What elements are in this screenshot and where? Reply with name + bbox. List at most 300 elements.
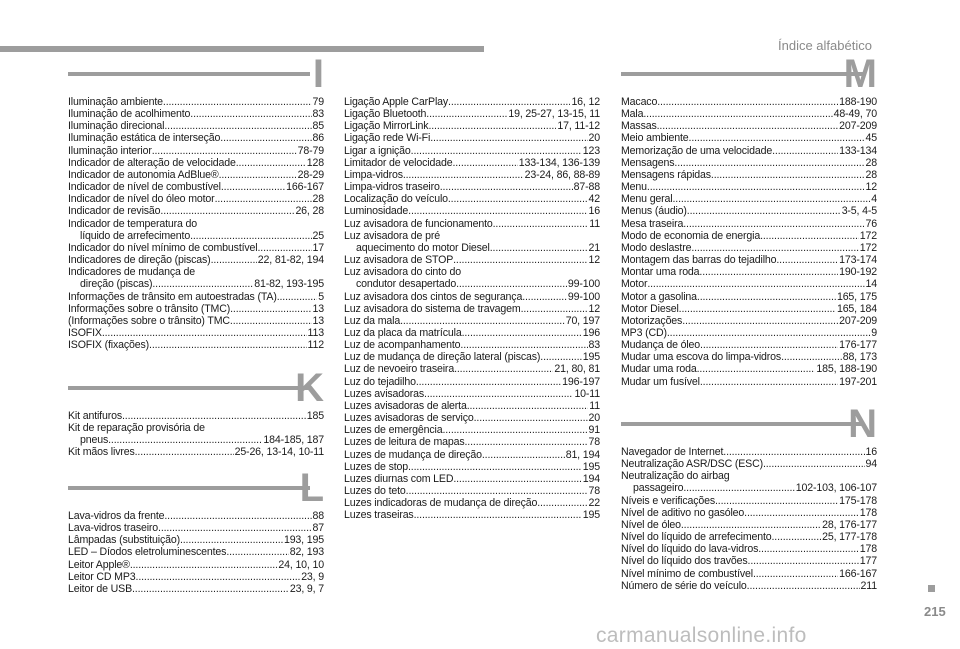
entry-term: Leitor CD MP3 — [68, 570, 136, 583]
entry-pages: 211 — [860, 579, 877, 592]
index-entry — [68, 120, 324, 132]
index-entry — [344, 96, 600, 108]
entry-pages: 113 — [307, 326, 324, 339]
index-entry — [621, 543, 877, 555]
index-entry — [621, 519, 877, 531]
leader-dots — [462, 327, 582, 339]
leader-dots — [460, 339, 587, 351]
entry-pages: 88, 173 — [842, 351, 877, 364]
entry-term: Neutralização do airbag — [621, 470, 730, 483]
entry-term: Modo de economia de energia — [621, 229, 761, 242]
entry-pages: 99-100 — [567, 290, 600, 303]
index-entry — [344, 461, 600, 473]
entry-term: Luzes avisadoras de serviço — [344, 412, 474, 425]
entry-term: (Informações sobre o trânsito) TMC — [68, 314, 230, 327]
index-entry — [621, 351, 877, 363]
index-entry — [621, 446, 877, 458]
entry-pages: 207-209 — [839, 314, 877, 327]
entry-term: Indicador do nível mínimo de combustível — [68, 241, 258, 254]
entries-l — [68, 510, 324, 595]
leader-dots — [682, 315, 838, 327]
entry-term: Luz da placa da matrícula — [344, 326, 462, 339]
index-entry — [68, 145, 324, 157]
entry-pages: 28-29 — [297, 168, 324, 181]
index-entry — [621, 568, 877, 580]
index-entry — [621, 291, 877, 303]
entry-pages: 195 — [582, 460, 600, 473]
entry-term: Indicadores de mudança de — [68, 266, 195, 279]
letter-header-k — [68, 366, 324, 410]
section-letter: K — [295, 366, 324, 410]
entry-pages: 16 — [865, 446, 877, 458]
index-column-1-k — [68, 366, 324, 459]
leader-dots — [211, 254, 257, 266]
leader-dots — [277, 291, 318, 303]
entry-term: Menus (áudio) — [621, 205, 687, 218]
leader-dots — [697, 363, 816, 375]
entry-pages: 25 — [312, 229, 324, 242]
entries-k — [68, 410, 324, 459]
entry-pages: 172 — [859, 241, 877, 254]
entry-term: Luzes de leitura de mapas — [344, 436, 465, 449]
index-entry — [621, 96, 877, 108]
leader-dots — [135, 446, 234, 458]
entry-term: Luz avisadora do sistema de travagem — [344, 302, 521, 315]
leader-dots — [152, 278, 253, 290]
leader-dots — [442, 424, 587, 436]
entry-pages: 11 — [589, 217, 600, 230]
leader-dots — [230, 315, 312, 327]
index-entry — [344, 205, 600, 217]
index-column-1-l — [68, 466, 324, 595]
entry-pages: 185, 188-190 — [816, 363, 877, 376]
entry-pages: 28, 176-177 — [822, 518, 877, 531]
entry-pages: 175-178 — [839, 494, 877, 507]
leader-dots — [687, 205, 841, 217]
entry-term: Montagem das barras do tejadilho — [621, 254, 777, 267]
entry-pages: 21 — [588, 241, 600, 254]
index-entry — [68, 583, 324, 595]
entry-pages: 177 — [859, 555, 877, 568]
entry-term: Montar uma roda — [621, 266, 700, 279]
entry-pages: 10-11 — [574, 387, 600, 400]
entry-pages: 82, 193 — [289, 546, 324, 559]
entry-pages: 20 — [588, 132, 600, 145]
index-entry — [621, 120, 877, 132]
entry-term: Nível do líquido dos travões — [621, 555, 748, 568]
entry-term: Nível do líquido de arrefecimento — [621, 531, 772, 544]
entry-pages: 87-88 — [573, 181, 600, 194]
index-entry — [344, 242, 600, 254]
entry-term: Luz avisadora do cinto do — [344, 266, 461, 279]
entry-term: Mensagens rápidas — [621, 168, 711, 181]
index-entry — [621, 580, 877, 592]
leader-dots — [454, 363, 553, 375]
entry-term: Iluminação de acolhimento — [68, 108, 191, 121]
index-entry — [344, 424, 600, 436]
entry-term: ISOFIX — [68, 326, 102, 339]
entry-term: Lava-vidros traseiro — [68, 522, 159, 535]
index-entry — [344, 485, 600, 497]
index-entry — [68, 546, 324, 558]
index-entry — [68, 230, 324, 242]
leader-dots — [643, 108, 832, 120]
index-entry — [621, 470, 877, 482]
entry-term: direção (piscas) — [80, 278, 153, 291]
entry-pages: 79 — [312, 96, 324, 108]
leader-dots — [657, 96, 838, 108]
leader-dots — [221, 181, 285, 193]
leader-dots — [700, 339, 838, 351]
entry-pages: 9 — [871, 326, 877, 339]
leader-dots — [416, 376, 561, 388]
leader-dots — [160, 205, 294, 217]
index-entry — [344, 193, 600, 205]
entry-term: Memorização de uma velocidade — [621, 144, 773, 157]
index-entry — [344, 120, 600, 132]
index-entry — [68, 303, 324, 315]
leader-dots — [408, 205, 587, 217]
entry-term: Indicador de autonomia AdBlue® — [68, 168, 219, 181]
entry-pages: 195 — [582, 351, 600, 364]
index-entry — [621, 205, 877, 217]
entry-term: Nível do líquido do lava-vidros — [621, 543, 759, 556]
index-entry — [68, 522, 324, 534]
index-entry — [621, 339, 877, 351]
leader-dots — [772, 145, 838, 157]
leader-dots — [674, 157, 864, 169]
entry-pages: 78 — [588, 436, 600, 449]
entry-pages: 12 — [588, 302, 600, 315]
leader-dots — [215, 193, 312, 205]
entry-term: Modo deslastre — [621, 241, 692, 254]
entry-pages: 14 — [865, 278, 877, 291]
index-entry — [68, 446, 324, 458]
index-entry — [621, 507, 877, 519]
index-entry — [344, 254, 600, 266]
entry-term: Luz avisadora dos cintos de segurança — [344, 290, 523, 303]
leader-dots — [667, 327, 870, 339]
leader-dots — [122, 410, 306, 422]
index-entry — [621, 132, 877, 144]
entry-term: Ligação Bluetooth — [344, 108, 427, 121]
entry-term: Localização do veículo — [344, 193, 448, 206]
leader-dots — [753, 568, 838, 580]
entry-term: Luz de mudança de direção lateral (piscas) — [344, 351, 541, 364]
letter-header-l — [68, 466, 324, 510]
index-entry — [68, 181, 324, 193]
leader-dots — [647, 181, 865, 193]
entry-term: Motor — [621, 278, 648, 291]
entry-term: Indicador de nível de combustível — [68, 181, 221, 194]
entry-term: Mesa traseira — [621, 217, 684, 230]
leader-dots — [406, 485, 588, 497]
entry-pages: 12 — [588, 254, 600, 267]
index-entry — [621, 181, 877, 193]
entry-pages: 99-100 — [567, 278, 600, 291]
watermark: carmanualsonline.info — [596, 624, 807, 647]
index-entry — [621, 266, 877, 278]
index-entry — [621, 169, 877, 181]
index-entry — [344, 388, 600, 400]
entry-pages: 102-103, 106-107 — [795, 482, 877, 495]
entry-pages: 173-174 — [839, 254, 877, 267]
entry-term: Luz do tejadilho — [344, 375, 416, 388]
index-entry — [68, 559, 324, 571]
index-entry — [621, 193, 877, 205]
entry-pages: 28 — [312, 193, 324, 206]
entry-pages: 196 — [582, 326, 600, 339]
leader-dots — [132, 583, 289, 595]
leader-dots — [467, 400, 589, 412]
entry-term: Ligação Apple CarPlay — [344, 96, 449, 108]
leader-dots — [452, 157, 517, 169]
index-entry — [68, 242, 324, 254]
entry-pages: 45 — [865, 132, 877, 145]
entry-term: MP3 (CD) — [621, 326, 667, 339]
entry-term: Luz avisadora de STOP — [344, 254, 454, 267]
entry-term: Informações sobre o trânsito (TMC) — [68, 302, 231, 315]
entry-pages: 185 — [306, 410, 324, 422]
entry-term: Lâmpadas (substituição) — [68, 534, 180, 547]
index-entry — [68, 410, 324, 422]
entry-pages: 78 — [588, 485, 600, 497]
index-entry — [621, 145, 877, 157]
entry-term: Motor a gasolina — [621, 290, 697, 303]
entry-term: Nível de óleo — [621, 518, 681, 531]
entry-pages: 165, 184 — [836, 302, 877, 315]
index-entry — [344, 315, 600, 327]
index-entry — [68, 422, 324, 434]
index-entry — [344, 339, 600, 351]
index-entry — [68, 169, 324, 181]
leader-dots — [236, 157, 306, 169]
entry-pages: 17, 11-12 — [557, 120, 600, 133]
index-entry — [621, 218, 877, 230]
index-entry — [344, 230, 600, 242]
entry-pages: 13 — [312, 314, 324, 327]
leader-dots — [772, 531, 822, 543]
page-bullet — [928, 585, 935, 592]
entry-pages: 91 — [588, 424, 600, 437]
index-entry — [621, 315, 877, 327]
index-entry — [344, 303, 600, 315]
leader-dots — [430, 132, 587, 144]
entry-term: Iluminação interior — [68, 144, 152, 157]
leader-dots — [426, 108, 507, 120]
index-entry — [621, 363, 877, 375]
entry-pages: 123 — [582, 144, 600, 157]
entry-pages: 42 — [588, 193, 600, 206]
leader-dots — [758, 543, 859, 555]
index-entry — [344, 376, 600, 388]
entry-pages: 78-79 — [297, 144, 324, 157]
entries-n — [621, 446, 877, 592]
entry-term: Luminosidade — [344, 205, 409, 218]
index-entry — [68, 96, 324, 108]
leader-dots — [700, 376, 838, 388]
entry-pages: 28 — [865, 156, 877, 169]
index-entry — [68, 291, 324, 303]
leader-dots — [744, 507, 859, 519]
entry-pages: 194 — [582, 472, 600, 485]
page-number: 215 — [924, 604, 946, 619]
index-entry — [621, 458, 877, 470]
entry-pages: 166-167 — [286, 181, 324, 194]
leader-dots — [679, 303, 836, 315]
entries-l-cont — [344, 96, 600, 521]
index-column-2 — [344, 96, 600, 521]
entry-pages: 24, 10, 10 — [278, 558, 324, 571]
entry-term: Kit antifuros — [68, 410, 122, 422]
entry-term: Limpa-vidros traseiro — [344, 181, 440, 194]
entry-term: LED – Díodos eletroluminescentes — [68, 546, 227, 559]
index-entry — [344, 449, 600, 461]
entry-term: pneus — [80, 434, 109, 447]
entry-term: Ligar a ignição — [344, 144, 411, 157]
entry-term: Mensagens — [621, 156, 675, 169]
entries-i — [68, 96, 324, 351]
entry-pages: 16, 12 — [571, 96, 600, 108]
entry-term: Menu — [621, 181, 647, 194]
entry-term: Leitor Apple® — [68, 558, 130, 571]
entry-term: Luz avisadora de funcionamento — [344, 217, 493, 230]
entry-term: Indicador de alteração de velocidade — [68, 156, 236, 169]
entry-pages: 133-134, 136-139 — [518, 156, 600, 169]
leader-dots — [448, 96, 570, 108]
entry-pages: 81-82, 193-195 — [254, 278, 324, 291]
leader-dots — [747, 580, 860, 592]
index-entry — [68, 571, 324, 583]
leader-dots — [258, 242, 312, 254]
entry-pages: 195 — [582, 509, 600, 522]
entry-term: Meio ambiente — [621, 132, 689, 145]
entry-term: Leitor de USB — [68, 582, 133, 595]
entry-term: Luz avisadora de pré — [344, 229, 440, 242]
entry-pages: 19, 25-27, 13-15, 11 — [508, 108, 600, 121]
entry-term: Mudança de óleo — [621, 339, 701, 352]
leader-dots — [226, 546, 288, 558]
section-title: Índice alfabético — [778, 38, 872, 53]
entry-pages: 13 — [312, 302, 324, 315]
index-entry — [344, 473, 600, 485]
leader-dots — [440, 181, 573, 193]
leader-dots — [683, 218, 864, 230]
entry-term: Mala — [621, 108, 644, 121]
index-entry — [68, 434, 324, 446]
index-entry — [621, 555, 877, 567]
index-entry — [68, 205, 324, 217]
index-entry — [344, 266, 600, 278]
entry-pages: 20 — [588, 412, 600, 425]
leader-dots — [723, 446, 864, 458]
entry-pages: 196-197 — [562, 375, 600, 388]
entry-pages: 197-201 — [839, 375, 877, 388]
letter-header-n — [621, 402, 877, 446]
entry-term: Luz da mala — [344, 314, 401, 327]
entry-pages: 16 — [588, 205, 600, 218]
leader-dots — [230, 303, 311, 315]
entry-term: Mudar uma escova do limpa-vidros — [621, 351, 782, 364]
letter-header-m — [621, 52, 877, 96]
index-entry — [68, 534, 324, 546]
section-letter: N — [848, 402, 877, 446]
leader-dots — [689, 132, 865, 144]
index-entry — [621, 254, 877, 266]
entry-term: Kit de reparação provisória de — [68, 422, 205, 435]
leader-dots — [697, 291, 836, 303]
entry-term: Mudar um fusível — [621, 375, 700, 388]
entry-term: Lava-vidros da frente — [68, 510, 165, 522]
entry-term: Iluminação estática de interseção — [68, 132, 221, 145]
entry-pages: 25-26, 13-14, 10-11 — [234, 446, 324, 459]
entry-pages: 165, 175 — [836, 290, 877, 303]
leader-dots — [776, 254, 838, 266]
entry-term: Nível mínimo de combustível — [621, 567, 753, 580]
index-entry — [621, 230, 877, 242]
entry-pages: 178 — [859, 543, 877, 556]
entries-m — [621, 96, 877, 388]
index-entry — [344, 363, 600, 375]
entry-pages: 207-209 — [839, 120, 877, 133]
section-letter: L — [299, 466, 324, 510]
entry-pages: 85 — [312, 120, 324, 133]
entry-term: Luz de nevoeiro traseira — [344, 363, 455, 376]
leader-dots — [711, 169, 865, 181]
entry-term: Luzes avisadoras — [344, 387, 425, 400]
letter-header-i — [68, 52, 324, 96]
entry-pages: 22, 81-82, 194 — [257, 254, 324, 267]
entry-term: condutor desapertado — [356, 278, 457, 291]
leader-dots — [521, 303, 588, 315]
index-entry — [621, 482, 877, 494]
entry-pages: 22 — [588, 497, 600, 510]
leader-dots — [180, 534, 283, 546]
index-column-1 — [68, 52, 324, 352]
index-entry — [344, 351, 600, 363]
index-entry — [344, 278, 600, 290]
entry-term: Ligação MirrorLink — [344, 120, 429, 133]
entry-pages: 26, 28 — [295, 205, 324, 218]
index-entry — [621, 278, 877, 290]
index-entry — [68, 315, 324, 327]
entry-pages: 184-185, 187 — [263, 434, 324, 447]
leader-dots — [647, 278, 864, 290]
index-entry — [344, 509, 600, 521]
entry-pages: 176-177 — [839, 339, 877, 352]
entry-term: Luzes de mudança de direção — [344, 448, 482, 461]
entry-pages: 28 — [865, 168, 877, 181]
leader-dots — [136, 571, 301, 583]
index-entry — [344, 327, 600, 339]
index-entry — [621, 531, 877, 543]
entry-term: Menu geral — [621, 193, 673, 206]
entry-term: ISOFIX (fixações) — [68, 339, 150, 352]
entry-term: Nível de aditivo no gasóleo — [621, 506, 745, 519]
entry-term: Kit mãos livres — [68, 446, 135, 459]
leader-dots — [493, 218, 589, 230]
leader-dots — [102, 327, 307, 339]
index-entry — [344, 412, 600, 424]
leader-dots — [522, 291, 567, 303]
entry-pages: 23, 9, 7 — [289, 582, 324, 595]
index-entry — [344, 436, 600, 448]
entry-term: Luzes traseiras — [344, 509, 414, 522]
leader-dots — [219, 169, 297, 181]
leader-dots — [453, 254, 587, 266]
leader-dots — [760, 230, 859, 242]
index-entry — [344, 169, 600, 181]
